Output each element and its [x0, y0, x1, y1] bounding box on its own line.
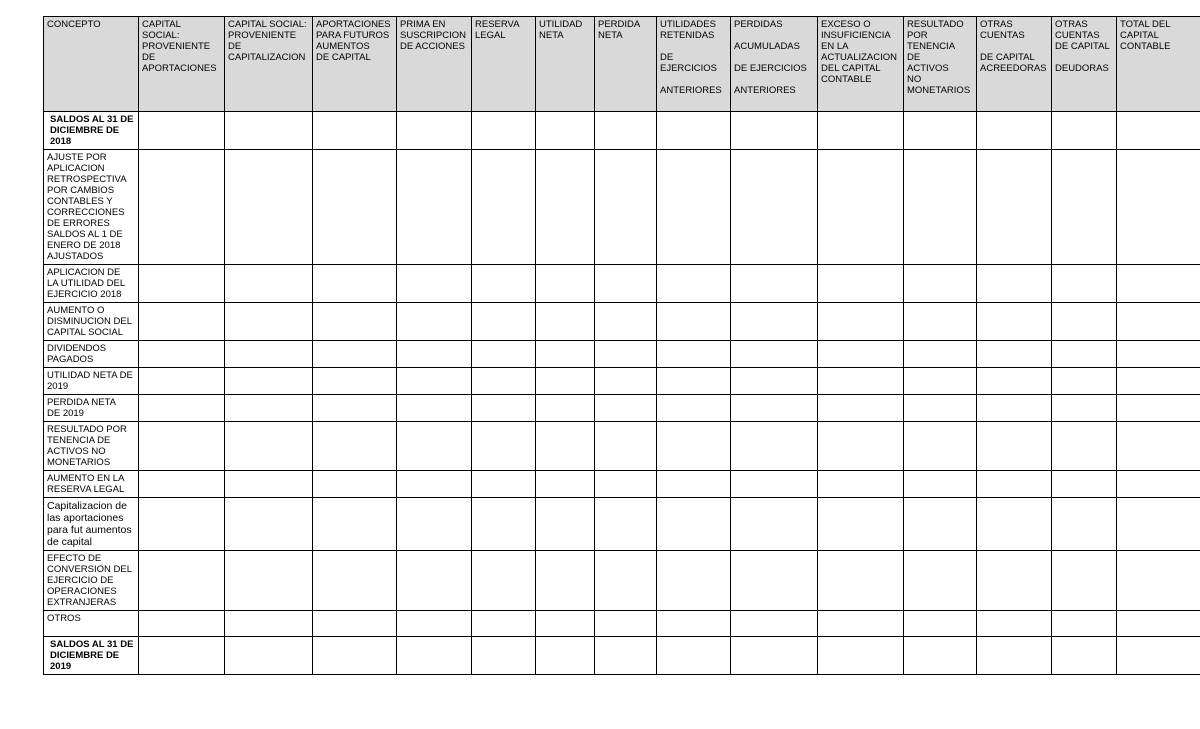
value-cell[interactable] — [731, 422, 818, 471]
value-cell[interactable] — [1052, 265, 1117, 303]
value-cell[interactable] — [1117, 368, 1200, 395]
value-cell[interactable] — [1052, 395, 1117, 422]
value-cell[interactable] — [904, 395, 977, 422]
value-cell[interactable] — [977, 368, 1052, 395]
value-cell[interactable] — [657, 637, 731, 675]
value-cell[interactable] — [536, 422, 595, 471]
header-cell: RESERVA LEGAL — [472, 17, 536, 112]
value-cell[interactable] — [977, 112, 1052, 150]
value-cell[interactable] — [139, 112, 225, 150]
header-cell: PRIMA EN SUSCRIPCION DE ACCIONES — [397, 17, 472, 112]
value-cell[interactable] — [657, 112, 731, 150]
value-cell[interactable] — [397, 498, 472, 551]
value-cell[interactable] — [472, 637, 536, 675]
value-cell[interactable] — [397, 637, 472, 675]
value-cell[interactable] — [595, 112, 657, 150]
concept-cell: Capitalizacion de las aportaciones para fut aumentos de capital — [44, 498, 139, 551]
value-cell[interactable] — [731, 150, 818, 265]
value-cell[interactable] — [472, 611, 536, 637]
value-cell[interactable] — [313, 498, 397, 551]
value-cell[interactable] — [139, 303, 225, 341]
value-cell[interactable] — [225, 368, 313, 395]
value-cell[interactable] — [595, 368, 657, 395]
value-cell[interactable] — [818, 265, 904, 303]
value-cell[interactable] — [904, 265, 977, 303]
value-cell[interactable] — [536, 341, 595, 368]
value-cell[interactable] — [225, 611, 313, 637]
value-cell[interactable] — [139, 611, 225, 637]
header-cell: OTRAS CUENTAS DE CAPITAL ACREEDORAS — [977, 17, 1052, 112]
header-row — [44, 17, 1200, 112]
value-cell[interactable] — [225, 303, 313, 341]
value-cell[interactable] — [904, 303, 977, 341]
value-cell[interactable] — [977, 265, 1052, 303]
value-cell[interactable] — [313, 637, 397, 675]
concept-cell: PERDIDA NETA DE 2019 — [44, 395, 139, 422]
value-cell[interactable] — [1117, 341, 1200, 368]
value-cell[interactable] — [139, 150, 225, 265]
value-cell[interactable] — [977, 303, 1052, 341]
value-cell[interactable] — [977, 637, 1052, 675]
header-cell: EXCESO O INSUFICIENCIA EN LA ACTUALIZACION DEL CAPITAL CONTABLE — [818, 17, 904, 112]
value-cell[interactable] — [818, 551, 904, 611]
table-row — [44, 498, 1200, 551]
value-cell[interactable] — [1117, 150, 1200, 265]
value-cell[interactable] — [1117, 471, 1200, 498]
value-cell[interactable] — [139, 471, 225, 498]
value-cell[interactable] — [1052, 611, 1117, 637]
value-cell[interactable] — [397, 150, 472, 265]
value-cell[interactable] — [595, 341, 657, 368]
value-cell[interactable] — [904, 471, 977, 498]
value-cell[interactable] — [595, 611, 657, 637]
value-cell[interactable] — [139, 341, 225, 368]
value-cell[interactable] — [1052, 551, 1117, 611]
value-cell[interactable] — [904, 611, 977, 637]
value-cell[interactable] — [225, 637, 313, 675]
concept-cell: SALDOS AL 31 DE DICIEMBRE DE 2019 — [44, 637, 139, 675]
value-cell[interactable] — [1117, 395, 1200, 422]
value-cell[interactable] — [397, 395, 472, 422]
value-cell[interactable] — [977, 611, 1052, 637]
value-cell[interactable] — [731, 303, 818, 341]
header-cell: RESULTADO POR TENENCIA DE ACTIVOS NO MONETARIOS — [904, 17, 977, 112]
value-cell[interactable] — [904, 637, 977, 675]
value-cell[interactable] — [1117, 611, 1200, 637]
value-cell[interactable] — [139, 368, 225, 395]
value-cell[interactable] — [1052, 150, 1117, 265]
value-cell[interactable] — [1052, 471, 1117, 498]
value-cell[interactable] — [595, 498, 657, 551]
value-cell[interactable] — [313, 422, 397, 471]
value-cell[interactable] — [595, 150, 657, 265]
value-cell[interactable] — [818, 150, 904, 265]
table-row — [44, 611, 1200, 637]
header-cell: CAPITAL SOCIAL: PROVENIENTE DE APORTACIONES — [139, 17, 225, 112]
header-cell: OTRAS CUENTAS DE CAPITAL DEUDORAS — [1052, 17, 1117, 112]
value-cell[interactable] — [397, 471, 472, 498]
value-cell[interactable] — [731, 265, 818, 303]
value-cell[interactable] — [595, 422, 657, 471]
value-cell[interactable] — [225, 150, 313, 265]
value-cell[interactable] — [818, 303, 904, 341]
header-cell: PERDIDA NETA — [595, 17, 657, 112]
value-cell[interactable] — [1117, 498, 1200, 551]
header-cell: APORTACIONES PARA FUTUROS AUMENTOS DE CAPITAL — [313, 17, 397, 112]
value-cell[interactable] — [139, 395, 225, 422]
value-cell[interactable] — [657, 395, 731, 422]
value-cell[interactable] — [657, 265, 731, 303]
value-cell[interactable] — [657, 498, 731, 551]
value-cell[interactable] — [657, 471, 731, 498]
value-cell[interactable] — [904, 341, 977, 368]
value-cell[interactable] — [1052, 422, 1117, 471]
value-cell[interactable] — [536, 303, 595, 341]
value-cell[interactable] — [536, 551, 595, 611]
table-row — [44, 551, 1200, 611]
value-cell[interactable] — [313, 471, 397, 498]
value-cell[interactable] — [1052, 341, 1117, 368]
value-cell[interactable] — [818, 637, 904, 675]
value-cell[interactable] — [818, 498, 904, 551]
value-cell[interactable] — [536, 471, 595, 498]
table-row — [44, 471, 1200, 498]
table-row — [44, 422, 1200, 471]
value-cell[interactable] — [977, 498, 1052, 551]
value-cell[interactable] — [657, 303, 731, 341]
value-cell[interactable] — [472, 395, 536, 422]
value-cell[interactable] — [472, 368, 536, 395]
concept-cell: RESULTADO POR TENENCIA DE ACTIVOS NO MONETARIOS — [44, 422, 139, 471]
value-cell[interactable] — [313, 341, 397, 368]
value-cell[interactable] — [595, 395, 657, 422]
value-cell[interactable] — [397, 112, 472, 150]
header-cell: CAPITAL SOCIAL: PROVENIENTE DE CAPITALIZACION — [225, 17, 313, 112]
value-cell[interactable] — [977, 150, 1052, 265]
header-cell: CONCEPTO — [44, 17, 139, 112]
value-cell[interactable] — [536, 395, 595, 422]
table-row — [44, 112, 1200, 150]
concept-cell: AUMENTO EN LA RESERVA LEGAL — [44, 471, 139, 498]
value-cell[interactable] — [818, 112, 904, 150]
value-cell[interactable] — [818, 395, 904, 422]
value-cell[interactable] — [313, 551, 397, 611]
value-cell[interactable] — [977, 395, 1052, 422]
value-cell[interactable] — [657, 150, 731, 265]
value-cell[interactable] — [904, 112, 977, 150]
value-cell[interactable] — [1052, 303, 1117, 341]
value-cell[interactable] — [731, 611, 818, 637]
value-cell[interactable] — [139, 265, 225, 303]
value-cell[interactable] — [977, 341, 1052, 368]
value-cell[interactable] — [139, 637, 225, 675]
value-cell[interactable] — [397, 303, 472, 341]
value-cell[interactable] — [536, 265, 595, 303]
value-cell[interactable] — [818, 422, 904, 471]
value-cell[interactable] — [139, 498, 225, 551]
value-cell[interactable] — [731, 498, 818, 551]
value-cell[interactable] — [313, 368, 397, 395]
value-cell[interactable] — [657, 368, 731, 395]
capital-statement-table — [43, 16, 1200, 675]
value-cell[interactable] — [657, 341, 731, 368]
value-cell[interactable] — [731, 551, 818, 611]
value-cell[interactable] — [225, 422, 313, 471]
value-cell[interactable] — [904, 498, 977, 551]
value-cell[interactable] — [225, 551, 313, 611]
value-cell[interactable] — [225, 265, 313, 303]
value-cell[interactable] — [536, 498, 595, 551]
value-cell[interactable] — [731, 471, 818, 498]
value-cell[interactable] — [657, 611, 731, 637]
value-cell[interactable] — [397, 422, 472, 471]
value-cell[interactable] — [818, 611, 904, 637]
concept-cell: EFECTO DE CONVERSION DEL EJERCICIO DE OPERACIONES EXTRANJERAS — [44, 551, 139, 611]
value-cell[interactable] — [731, 112, 818, 150]
value-cell[interactable] — [225, 112, 313, 150]
value-cell[interactable] — [657, 422, 731, 471]
table-body — [44, 112, 1200, 675]
value-cell[interactable] — [1052, 637, 1117, 675]
value-cell[interactable] — [1117, 422, 1200, 471]
value-cell[interactable] — [1117, 637, 1200, 675]
value-cell[interactable] — [1117, 303, 1200, 341]
value-cell[interactable] — [313, 303, 397, 341]
value-cell[interactable] — [397, 265, 472, 303]
value-cell[interactable] — [397, 611, 472, 637]
value-cell[interactable] — [731, 341, 818, 368]
table-row — [44, 395, 1200, 422]
value-cell[interactable] — [472, 498, 536, 551]
value-cell[interactable] — [1052, 368, 1117, 395]
concept-cell: AJUSTE POR APLICACION RETROSPECTIVA POR CAMBIOS CONTABLES Y CORRECCIONES DE ERRORES SALDOS AL 1 DE ENERO DE 2018 AJUSTADOS — [44, 150, 139, 265]
value-cell[interactable] — [731, 637, 818, 675]
value-cell[interactable] — [472, 422, 536, 471]
value-cell[interactable] — [397, 551, 472, 611]
concept-cell: DIVIDENDOS PAGADOS — [44, 341, 139, 368]
value-cell[interactable] — [977, 551, 1052, 611]
value-cell[interactable] — [472, 150, 536, 265]
concept-cell: AUMENTO O DISMINUCION DEL CAPITAL SOCIAL — [44, 303, 139, 341]
value-cell[interactable] — [1117, 551, 1200, 611]
value-cell[interactable] — [731, 368, 818, 395]
value-cell[interactable] — [313, 112, 397, 150]
value-cell[interactable] — [313, 395, 397, 422]
value-cell[interactable] — [472, 112, 536, 150]
value-cell[interactable] — [1117, 265, 1200, 303]
header-cell: UTILIDAD NETA — [536, 17, 595, 112]
value-cell[interactable] — [536, 611, 595, 637]
value-cell[interactable] — [595, 265, 657, 303]
value-cell[interactable] — [595, 637, 657, 675]
value-cell[interactable] — [472, 265, 536, 303]
value-cell[interactable] — [225, 395, 313, 422]
header-cell: UTILIDADES RETENIDAS DE EJERCICIOS ANTERIORES — [657, 17, 731, 112]
value-cell[interactable] — [139, 422, 225, 471]
value-cell[interactable] — [1117, 112, 1200, 150]
value-cell[interactable] — [472, 341, 536, 368]
value-cell[interactable] — [818, 341, 904, 368]
value-cell[interactable] — [472, 471, 536, 498]
value-cell[interactable] — [657, 551, 731, 611]
value-cell[interactable] — [904, 368, 977, 395]
table-row — [44, 341, 1200, 368]
value-cell[interactable] — [904, 150, 977, 265]
value-cell[interactable] — [977, 422, 1052, 471]
value-cell[interactable] — [818, 368, 904, 395]
table-row — [44, 265, 1200, 303]
value-cell[interactable] — [977, 471, 1052, 498]
concept-cell: OTROS — [44, 611, 139, 637]
value-cell[interactable] — [1052, 112, 1117, 150]
value-cell[interactable] — [139, 551, 225, 611]
value-cell[interactable] — [1052, 498, 1117, 551]
value-cell[interactable] — [595, 551, 657, 611]
value-cell[interactable] — [536, 112, 595, 150]
value-cell[interactable] — [313, 150, 397, 265]
value-cell[interactable] — [397, 341, 472, 368]
value-cell[interactable] — [818, 471, 904, 498]
value-cell[interactable] — [536, 150, 595, 265]
value-cell[interactable] — [536, 368, 595, 395]
value-cell[interactable] — [472, 303, 536, 341]
value-cell[interactable] — [472, 551, 536, 611]
value-cell[interactable] — [313, 611, 397, 637]
value-cell[interactable] — [595, 303, 657, 341]
value-cell[interactable] — [225, 498, 313, 551]
concept-cell: UTILIDAD NETA DE 2019 — [44, 368, 139, 395]
header-cell: PERDIDAS ACUMULADAS DE EJERCICIOS ANTERIORES — [731, 17, 818, 112]
value-cell[interactable] — [904, 551, 977, 611]
concept-cell: SALDOS AL 31 DE DICIEMBRE DE 2018 — [44, 112, 139, 150]
value-cell[interactable] — [397, 368, 472, 395]
table-row — [44, 150, 1200, 265]
value-cell[interactable] — [225, 341, 313, 368]
table-row — [44, 368, 1200, 395]
value-cell[interactable] — [904, 422, 977, 471]
value-cell[interactable] — [225, 471, 313, 498]
header-cell: TOTAL DEL CAPITAL CONTABLE — [1117, 17, 1200, 112]
table-row — [44, 637, 1200, 675]
value-cell[interactable] — [595, 471, 657, 498]
concept-cell: APLICACION DE LA UTILIDAD DEL EJERCICIO 2018 — [44, 265, 139, 303]
table-row — [44, 303, 1200, 341]
value-cell[interactable] — [731, 395, 818, 422]
value-cell[interactable] — [313, 265, 397, 303]
value-cell[interactable] — [536, 637, 595, 675]
